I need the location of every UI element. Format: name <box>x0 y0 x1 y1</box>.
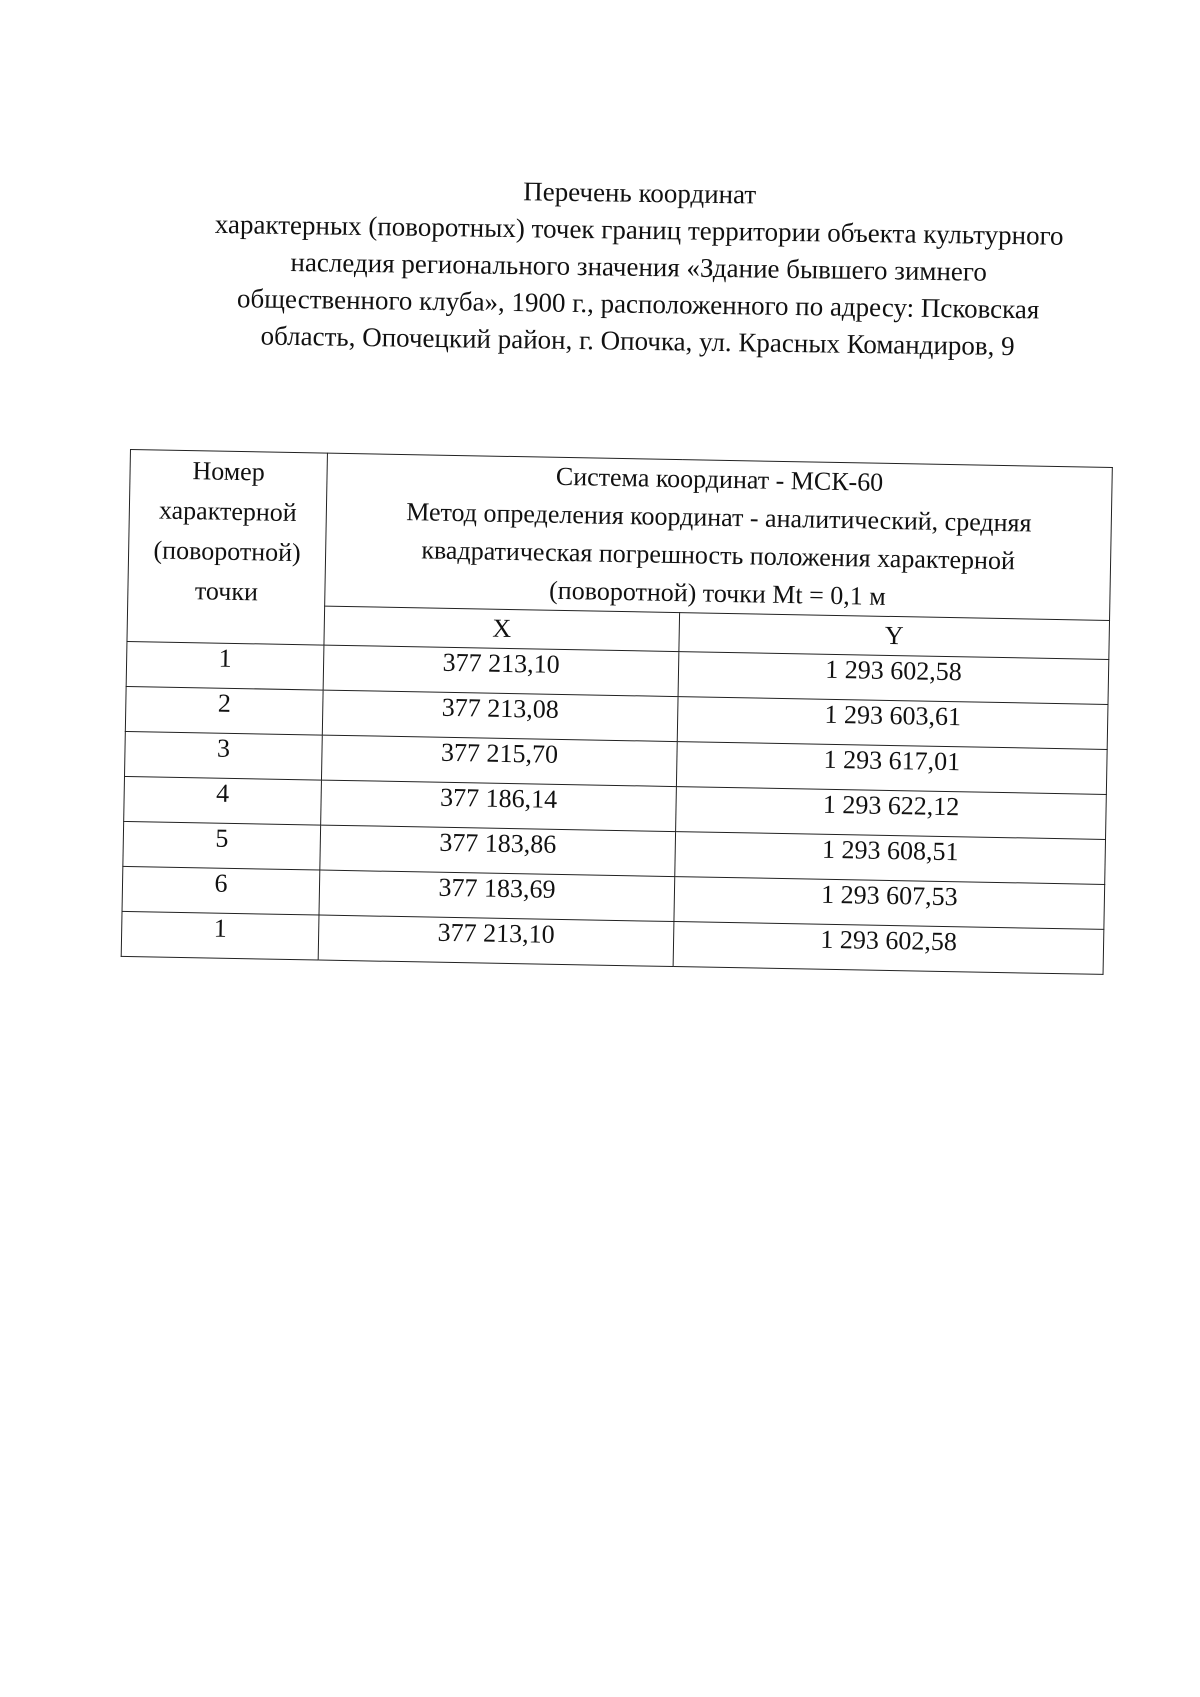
y-coordinate-cell: 1 293 608,51 <box>675 832 1106 885</box>
point-number-header-line: характерной <box>158 495 298 528</box>
coordinate-system-header-line: Метод определения координат - аналитический, средняя <box>405 497 1032 538</box>
point-number-header <box>127 450 327 646</box>
point-number-header-line: Номер <box>192 456 266 487</box>
y-coordinate-cell: 1 293 622,12 <box>676 787 1107 840</box>
coordinate-system-header-line: квадратическая погрешность положения характерной <box>421 535 1016 576</box>
y-coordinate-cell: 1 293 617,01 <box>676 742 1107 795</box>
point-number-header-line: точки <box>194 576 259 607</box>
x-coordinate-cell: 377 213,10 <box>318 915 674 966</box>
x-coordinate-cell: 377 183,69 <box>319 870 675 921</box>
x-coordinate-cell: 377 215,70 <box>321 735 677 786</box>
y-column-header: Y <box>679 613 1110 660</box>
y-coordinate-cell: 1 293 603,61 <box>677 697 1108 750</box>
point-number-cell: 3 <box>124 731 322 780</box>
heading-line: наследия регионального значения «Здание бывшего зимнего <box>290 246 988 287</box>
point-number-cell: 1 <box>126 641 324 690</box>
coordinate-system-header <box>325 453 1113 620</box>
coordinates-table <box>121 449 1113 975</box>
document-heading <box>147 168 1129 367</box>
point-number-cell: 4 <box>124 776 322 825</box>
point-number-cell: 2 <box>125 686 323 735</box>
y-coordinate-cell: 1 293 602,58 <box>678 652 1109 705</box>
point-number-cell: 6 <box>122 866 320 915</box>
coordinate-system-header-line: Система координат - МСК-60 <box>555 461 884 497</box>
heading-line: характерных (поворотных) точек границ территории объекта культурного <box>214 208 1064 251</box>
x-coordinate-cell: 377 213,08 <box>322 690 678 741</box>
point-number-cell: 1 <box>121 911 319 960</box>
point-number-cell: 5 <box>123 821 321 870</box>
y-coordinate-cell: 1 293 602,58 <box>673 922 1104 975</box>
x-coordinate-cell: 377 213,10 <box>323 645 679 696</box>
heading-line: область, Опочецкий район, г. Опочка, ул. Красных Командиров, 9 <box>260 320 1015 362</box>
x-column-header: X <box>324 606 680 651</box>
coordinates-table-container <box>121 449 1112 975</box>
y-coordinate-cell: 1 293 607,53 <box>674 877 1105 930</box>
heading-line: общественного клуба», 1900 г., расположенного по адресу: Псковская <box>236 283 1040 325</box>
coordinate-system-header-line: (поворотной) точки Mt = 0,1 м <box>548 575 887 611</box>
point-number-header-line: (поворотной) <box>153 535 301 568</box>
x-coordinate-cell: 377 183,86 <box>320 825 676 876</box>
heading-line: Перечень координат <box>523 176 757 210</box>
table-header-row <box>128 450 1113 621</box>
x-coordinate-cell: 377 186,14 <box>321 780 677 831</box>
